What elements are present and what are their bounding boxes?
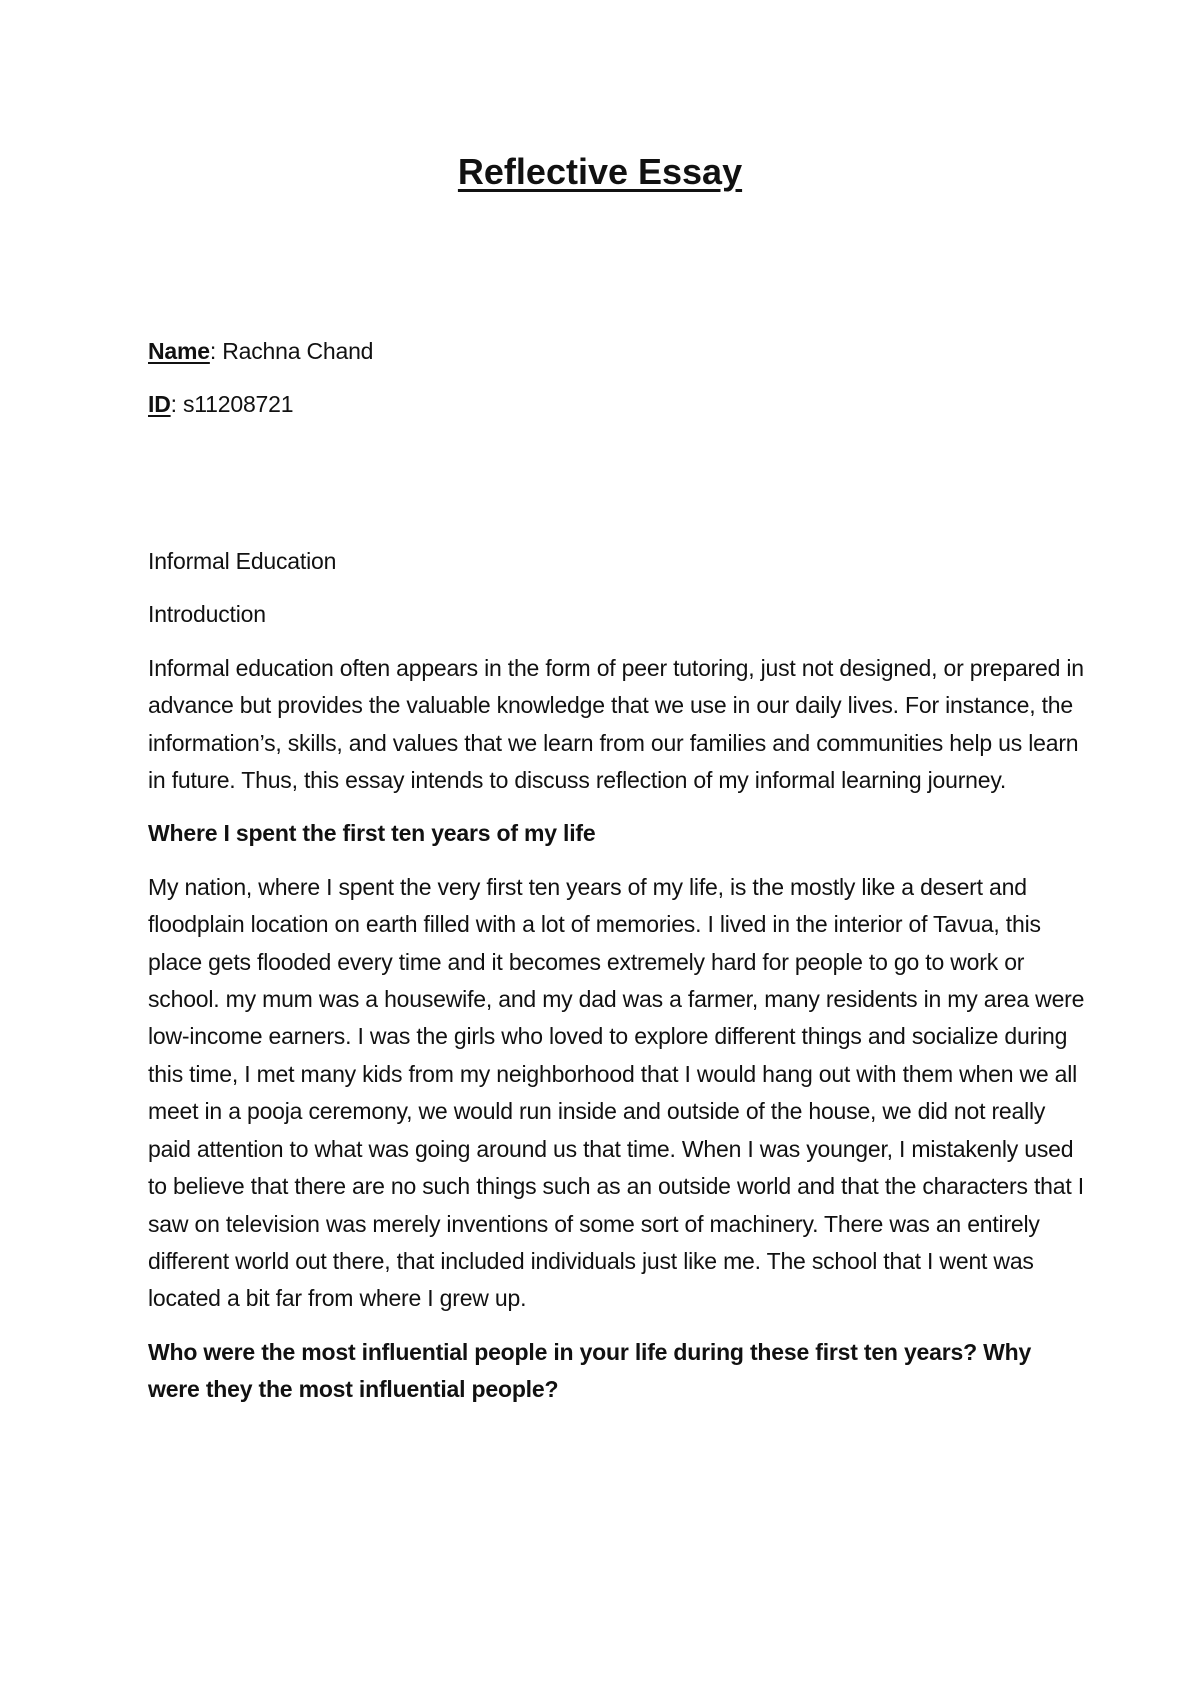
section-title: Informal Education	[148, 548, 337, 574]
essay-body	[148, 543, 1088, 1409]
id-field	[148, 386, 1088, 423]
paragraph-first-ten-years: My nation, where I spent the very first ten years of my life, is the mostly like a desert and floodplain location on earth filled with a lot of memories. I lived in the interior of Tavua, this place gets flooded every time and it becomes extremely hard for people to go to work or school. my mum was a housewife, and my dad was a farmer, many residents in my area were low-income earners. I was the girls who loved to explore different things and socialize during this time, I met many kids from my neighborhood that I would hang out with them when we all meet in a pooja ceremony, we would run inside and outside of the house, we did not really paid attention to what was going around us that time. When I was younger, I mistakenly used to believe that there are no such things such as an outside world and that the characters that I saw on television was merely inventions of some sort of machinery. There was an entirely different world out there, that included individuals just like me. The school that I went was located a bit far from where I grew up.	[148, 873, 1085, 1312]
id-value: s11208721	[183, 391, 294, 418]
author-block	[148, 333, 1088, 424]
id-separator: :	[170, 391, 183, 418]
intro-paragraph: Informal education often appears in the form of peer tutoring, just not designed, or prepared in advance but provides the valuable knowledge that we use in our daily lives. For instance, the information’s, skills, and values that we learn from our families and communities help us learn in future. Thus, this essay intends to discuss reflection of my informal learning journey.	[148, 654, 1084, 794]
heading-first-ten-years: Where I spent the first ten years of my life	[148, 820, 596, 847]
document-title: Reflective Essay	[457, 151, 743, 192]
name-value: Rachna Chand	[222, 338, 374, 364]
id-label: ID	[148, 391, 171, 418]
intro-heading: Introduction	[148, 601, 266, 628]
name-separator: :	[209, 338, 223, 364]
heading-influential-people: Who were the most influential people in your life during these first ten years? Why were they the most influential people?	[148, 1338, 1032, 1403]
name-label: Name	[148, 338, 210, 364]
name-field	[148, 333, 1088, 370]
